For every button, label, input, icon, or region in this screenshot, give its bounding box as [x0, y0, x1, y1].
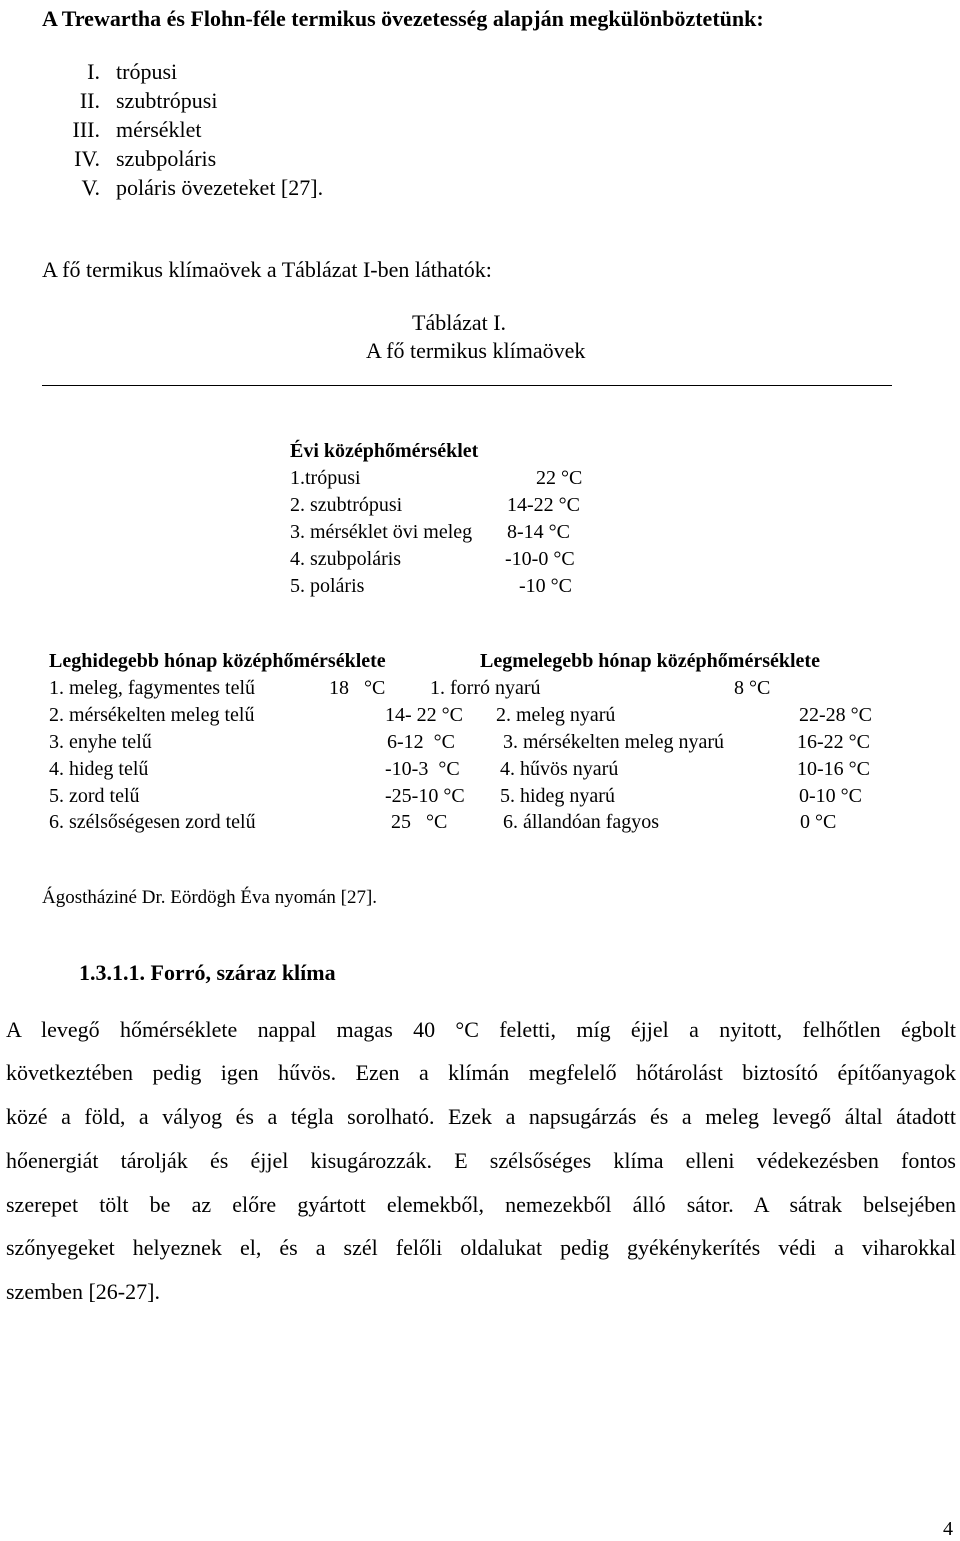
- table-title: A fő termikus klímaövek: [366, 338, 586, 363]
- coldest-month-header: Leghidegebb hónap középhőmérséklete: [49, 650, 386, 672]
- zone-number: III.: [72, 117, 100, 142]
- zone-label: szubtrópusi: [116, 88, 218, 113]
- table-source: Ágostháziné Dr. Eördögh Éva nyomán [27].: [42, 887, 378, 908]
- zone-number: V.: [81, 175, 100, 200]
- warm-row-value: 22-28 °C: [799, 704, 872, 726]
- warm-row-label: 4. hűvös nyarú: [500, 758, 619, 780]
- paragraph-line: közé a föld, a vályog és a tégla sorolható. Ezek a napsugárzás és a meleg levegő által átadott: [6, 1104, 956, 1129]
- zone-label: poláris övezeteket [27].: [116, 175, 324, 200]
- cold-row-label: 5. zord telű: [49, 785, 140, 807]
- warm-row-value: 16-22 °C: [797, 731, 870, 753]
- annual-row-label: 1.trópusi: [290, 467, 361, 489]
- annual-row-label: 5. poláris: [290, 575, 365, 597]
- table-rule: [42, 385, 892, 386]
- table-caption: Táblázat I.: [412, 310, 507, 335]
- warmest-month-header: Legmelegebb hónap középhőmérséklete: [480, 650, 820, 672]
- cold-row-value: -10-3 °C: [385, 758, 460, 780]
- paragraph-line: szerepet tölt be az előre gyártott elemekből, nemezekből álló sátor. A sátrak belsejében: [6, 1192, 956, 1217]
- paragraph-line: szemben [26-27].: [6, 1279, 160, 1304]
- warm-row-label: 1. forró nyarú: [430, 677, 541, 699]
- warm-row-value: 0 °C: [800, 811, 837, 833]
- paragraph-line: következtében pedig igen hűvös. Ezen a klímán megfelelő hőtárolást biztosító építőanyagok: [6, 1060, 956, 1085]
- warm-row-value: 8 °C: [734, 677, 771, 699]
- annual-header: Évi középhőmérséklet: [290, 440, 479, 462]
- cold-row-label: 3. enyhe telű: [49, 731, 152, 753]
- zone-number: IV.: [74, 146, 100, 171]
- cold-row-label: 1. meleg, fagymentes telű: [49, 677, 256, 699]
- annual-row-value: -10-0 °C: [505, 548, 575, 570]
- cold-row-value: 18 °C: [329, 677, 386, 699]
- cold-row-label: 6. szélsőségesen zord telű: [49, 811, 256, 833]
- paragraph-line: hőenergiát tárolják és éjjel kisugározzák. E szélsőséges klíma elleni védekezésben fontos: [6, 1148, 956, 1173]
- zone-number: II.: [79, 88, 100, 113]
- annual-row-label: 4. szubpoláris: [290, 548, 402, 570]
- table-lead-sentence: A fő termikus klímaövek a Táblázat I-ben láthatók:: [42, 257, 492, 282]
- cold-row-value: 25 °C: [391, 811, 448, 833]
- cold-row-value: -25-10 °C: [385, 785, 465, 807]
- warm-row-label: 6. állandóan fagyos: [503, 811, 660, 833]
- annual-row-label: 3. mérséklet övi meleg: [290, 521, 473, 543]
- warm-row-value: 10-16 °C: [797, 758, 870, 780]
- cold-row-label: 4. hideg telű: [49, 758, 149, 780]
- annual-row-value: 8-14 °C: [507, 521, 570, 543]
- paragraph-line: szőnyegeket helyeznek el, és a szél felőli oldalukat pedig gyékénykerítés védi a viharokkal: [6, 1235, 956, 1260]
- cold-row-label: 2. mérsékelten meleg telű: [49, 704, 255, 726]
- cold-row-value: 14- 22 °C: [385, 704, 463, 726]
- annual-row-value: 22 °C: [536, 467, 583, 489]
- warm-row-label: 3. mérsékelten meleg nyarú: [503, 731, 725, 753]
- warm-row-label: 2. meleg nyarú: [496, 704, 616, 726]
- zone-label: trópusi: [116, 59, 178, 84]
- zone-label: szubpoláris: [116, 146, 217, 171]
- annual-row-label: 2. szubtrópusi: [290, 494, 403, 516]
- page-number: 4: [943, 1518, 953, 1540]
- zone-label: mérséklet: [116, 117, 202, 142]
- cold-row-value: 6-12 °C: [387, 731, 455, 753]
- annual-row-value: 14-22 °C: [507, 494, 580, 516]
- intro-heading: A Trewartha és Flohn-féle termikus övezetesség alapján megkülönböztetünk:: [42, 6, 764, 31]
- warm-row-value: 0-10 °C: [799, 785, 862, 807]
- paragraph-line: A levegő hőmérséklete nappal magas 40 °C feletti, míg éjjel a nyitott, felhőtlen égbolt: [6, 1017, 956, 1042]
- section-heading: 1.3.1.1. Forró, száraz klíma: [79, 960, 336, 985]
- warm-row-label: 5. hideg nyarú: [500, 785, 615, 807]
- annual-row-value: -10 °C: [519, 575, 572, 597]
- zone-number: I.: [87, 59, 100, 84]
